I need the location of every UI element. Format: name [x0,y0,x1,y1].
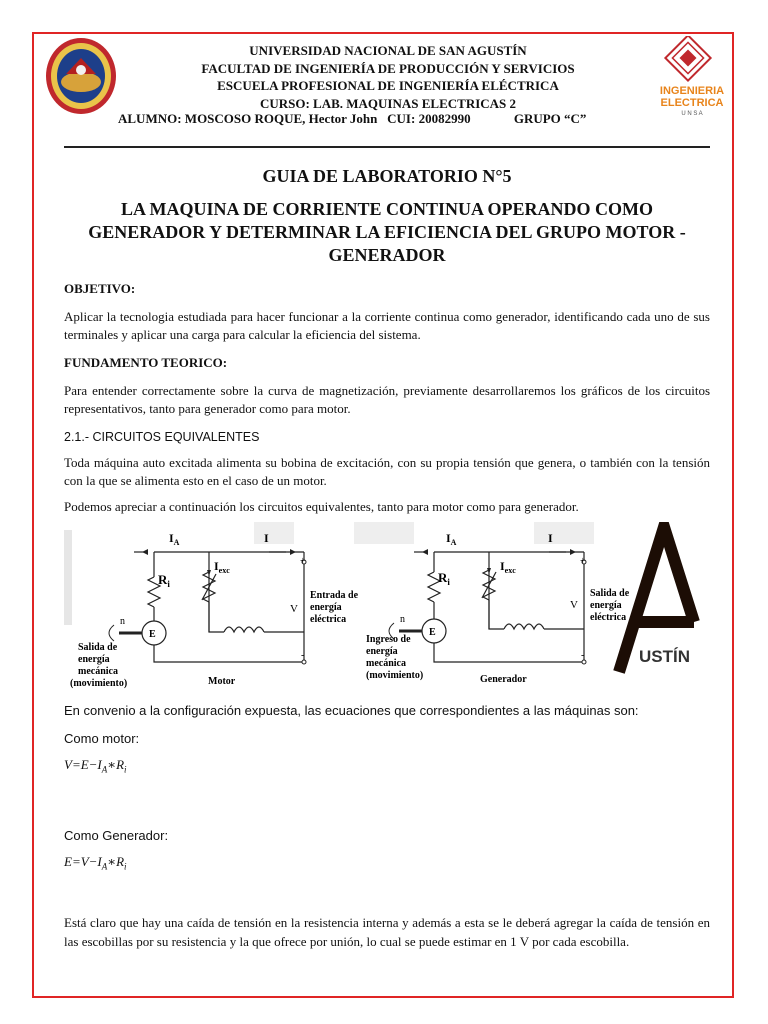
generator-input-labels [366,634,423,681]
motor-v-label: V [290,603,298,615]
generator-out-line2: energía [590,600,622,611]
fundamento-heading: FUNDAMENTO TEORICO: [64,355,228,370]
generator-e-label: E [429,627,436,638]
fundamento-paragraph: Para entender correctamente sobre la curva de magnetización, previamente desarrollaremos los gráficos de los circuitos representativos, tanto para generador como para motor. [64,383,710,416]
objetivo-paragraph: Aplicar la tecnologia estudiada para hacer funcionar a la corriente continua como generador, identificando cada uno de sus terminales y aplicar una carga para calcular la eficiencia del sistema. [64,309,710,342]
watermark-text: USTÍN [639,647,690,666]
university-seal-logo [44,36,118,116]
institution-header [118,42,658,112]
faculty-name: FACULTAD DE INGENIERÍA DE PRODUCCIÓN Y SERVICIOS [201,60,575,76]
motor-iexc-label: $I_{exc}$ [214,559,230,575]
body-text [64,280,710,524]
motor-n-label: n [120,616,125,627]
generator-iexc-label: $I_{exc}$ [500,559,516,575]
generator-out-line1: Salida de [590,588,630,599]
student-group: GRUPO “C” [513,111,587,126]
logo-text-electrica: ELECTRICA [660,97,724,109]
student-line [118,111,678,127]
generator-in-line2: energía [366,646,398,657]
generator-i-label: I [548,531,553,545]
generator-in-line1: Ingreso de [366,634,411,645]
generator-out-line3: eléctrica [590,612,627,623]
school-name: ESCUELA PROFESIONAL DE INGENIERÍA ELÉCTRICA [217,78,559,93]
motor-in-line2: energía [78,654,110,665]
circuitos-heading: 2.1.- CIRCUITOS EQUIVALENTES [64,430,260,444]
generator-equation: $E=V-I_A∗R_i$ [64,853,127,872]
como-motor-label: Como motor: [64,731,140,746]
objetivo-heading: OBJETIVO: [64,281,136,296]
motor-ia-label: $I_A$ [169,531,180,547]
generator-ri-label: $R_i$ [438,570,450,587]
motor-out-line2: energía [310,602,342,613]
generator-output-labels [590,588,630,623]
motor-out-line1: Entrada de [310,590,359,601]
generator-caption: Generador [480,674,527,685]
generator-plus-label: + [580,556,586,567]
motor-output-labels [310,590,359,625]
generator-circuit [414,552,584,662]
ingenieria-electrica-logo [650,36,734,118]
logo-text-unsa: U N S A [681,111,703,117]
university-name: UNIVERSIDAD NACIONAL DE SAN AGUSTÍN [249,43,527,58]
logo-text-ingenieria: INGENIERIA [659,85,725,97]
motor-plus-label: + [300,556,306,567]
generator-ia-label: $I_A$ [446,531,457,547]
student-cui: CUI: 20082990 [387,111,471,126]
final-paragraph: Está claro que hay una caída de tensión en la resistencia interna y además a esta se le deberá agregar la caída de tensión en las escobillas por su resistencia y la que ofrece por unión, lo cual se puede estimar en 1 V por cada escobilla. [64,915,710,950]
header-divider [64,146,710,148]
lab-guide-title: GUIA DE LABORATORIO N°5 [262,166,512,186]
como-generador-label: Como Generador: [64,827,169,843]
motor-equation: $V=E-I_A∗R_i$ [64,757,127,775]
document-main-title: LA MAQUINA DE CORRIENTE CONTINUA OPERANDO COMO GENERADOR Y DETERMINAR LA EFICIENCIA DEL GRUPO MOTOR - GENERADOR [88,199,686,265]
generator-in-line3: mecánica [366,658,406,669]
course-name: CURSO: LAB. MAQUINAS ELECTRICAS 2 [259,95,517,111]
motor-in-line4: (movimiento) [70,678,128,689]
student-name: ALUMNO: MOSCOSO ROQUE, Hector John [118,111,378,126]
motor-input-labels [70,642,127,689]
generator-v-label: V [570,599,578,611]
equivalent-circuits-diagram [64,522,704,697]
generator-in-line4: (movimiento) [366,670,424,681]
motor-i-label: I [264,531,269,545]
convenio-paragraph: En convenio a la configuración expuesta, las ecuaciones que correspondientes a las máquinas son: [64,703,639,718]
motor-ri-label: $R_i$ [158,572,170,589]
motor-shaft-rotation-icon [109,625,114,641]
motor-minus-label: - [301,650,305,661]
generator-minus-label: - [581,650,585,661]
circuitos-paragraph-2: Podemos apreciar a continuación los circuitos equivalentes, tanto para motor como para generador. [64,499,579,514]
circuitos-paragraph-1: Toda máquina auto excitada alimenta su bobina de excitación, con su propia tensión que genera, o también con la tensión con la que se alimenta esto en el caso de un motor. [64,455,710,488]
equations-section [64,702,710,959]
motor-in-line1: Salida de [78,642,118,653]
motor-e-label: E [149,629,156,640]
generator-n-label: n [400,614,405,625]
motor-caption: Motor [208,676,236,687]
motor-in-line3: mecánica [78,666,118,677]
motor-out-line3: eléctrica [310,614,347,625]
watermark-logo-shape [254,522,594,544]
